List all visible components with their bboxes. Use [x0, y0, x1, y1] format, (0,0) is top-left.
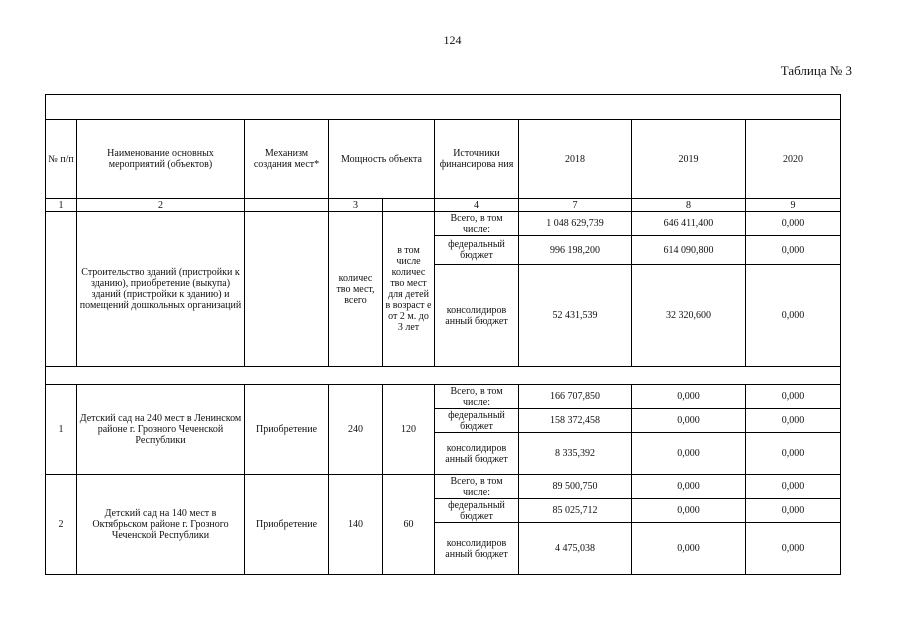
col-number: 2 [77, 199, 245, 212]
header-sources: Источники финансирова ния [435, 120, 519, 199]
header-capacity: Мощность объекта [329, 120, 435, 199]
column-numbers-row [46, 199, 841, 212]
value-2018: 4 475,038 [519, 523, 632, 575]
object-num: 1 [46, 385, 77, 475]
object-capacity-sub: 60 [383, 475, 435, 575]
value-2019: 0,000 [632, 385, 746, 409]
value-2019: 0,000 [632, 499, 746, 523]
source-cell: консолидиров анный бюджет [435, 433, 519, 475]
value-2018: 166 707,850 [519, 385, 632, 409]
source-cell: Всего, в том числе: [435, 385, 519, 409]
header-2018: 2018 [519, 120, 632, 199]
summary-capacity-total: количес тво мест, всего [329, 212, 383, 367]
source-cell: федеральный бюджет [435, 236, 519, 265]
col-number: 1 [46, 199, 77, 212]
value-2019: 0,000 [632, 523, 746, 575]
value-2020: 0,000 [746, 523, 841, 575]
object-mechanism: Приобретение [245, 475, 329, 575]
value-2018: 85 025,712 [519, 499, 632, 523]
value-2018: 8 335,392 [519, 433, 632, 475]
value-2019: 0,000 [632, 433, 746, 475]
object-mechanism: Приобретение [245, 385, 329, 475]
col-number: 3 [329, 199, 383, 212]
object-capacity-total: 140 [329, 475, 383, 575]
value-2019: 646 411,400 [632, 212, 746, 236]
object-num: 2 [46, 475, 77, 575]
value-2019: 0,000 [632, 475, 746, 499]
table-caption: Таблица № 3 [780, 63, 852, 78]
summary-row-total [46, 212, 841, 236]
value-2020: 0,000 [746, 475, 841, 499]
col-number: 4 [435, 199, 519, 212]
value-2019: 614 090,800 [632, 236, 746, 265]
value-2018: 52 431,539 [519, 265, 632, 367]
value-2018: 158 372,458 [519, 409, 632, 433]
table-header-row [46, 120, 841, 199]
col-number: 9 [746, 199, 841, 212]
value-2020: 0,000 [746, 409, 841, 433]
source-cell: Всего, в том числе: [435, 475, 519, 499]
summary-name: Строительство зданий (пристройки к зданию), приобретение (выкупа) зданий (пристройки к зданию) и помещений дошкольных организаций [77, 212, 245, 367]
table-separator-row [46, 367, 841, 385]
object-name: Детский сад на 140 мест в Октябрьском районе г. Грозного Чеченской Республики [77, 475, 245, 575]
page-number: 124 [443, 33, 462, 47]
value-2020: 0,000 [746, 499, 841, 523]
header-2020: 2020 [746, 120, 841, 199]
financing-table [45, 94, 841, 575]
source-cell: федеральный бюджет [435, 409, 519, 433]
value-2020: 0,000 [746, 433, 841, 475]
header-mechanism: Механизм создания мест* [245, 120, 329, 199]
header-2019: 2019 [632, 120, 746, 199]
source-cell: консолидиров анный бюджет [435, 523, 519, 575]
value-2020: 0,000 [746, 385, 841, 409]
source-cell: консолидиров анный бюджет [435, 265, 519, 367]
object-capacity-sub: 120 [383, 385, 435, 475]
value-2018: 89 500,750 [519, 475, 632, 499]
object-2-row-total [46, 475, 841, 499]
table-top-blank-row [46, 95, 841, 120]
value-2019: 0,000 [632, 409, 746, 433]
value-2020: 0,000 [746, 236, 841, 265]
object-capacity-total: 240 [329, 385, 383, 475]
object-1-row-total [46, 385, 841, 409]
value-2020: 0,000 [746, 265, 841, 367]
source-cell: Всего, в том числе: [435, 212, 519, 236]
object-name: Детский сад на 240 мест в Ленинском районе г. Грозного Чеченской Республики [77, 385, 245, 475]
value-2018: 1 048 629,739 [519, 212, 632, 236]
col-number: 7 [519, 199, 632, 212]
source-cell: федеральный бюджет [435, 499, 519, 523]
col-number: 8 [632, 199, 746, 212]
summary-capacity-sub: в том числе количес тво мест для детей в возраст е от 2 м. до 3 лет [383, 212, 435, 367]
value-2020: 0,000 [746, 212, 841, 236]
header-num: № п/п [46, 120, 77, 199]
value-2018: 996 198,200 [519, 236, 632, 265]
value-2019: 32 320,600 [632, 265, 746, 367]
header-name: Наименование основных мероприятий (объектов) [77, 120, 245, 199]
